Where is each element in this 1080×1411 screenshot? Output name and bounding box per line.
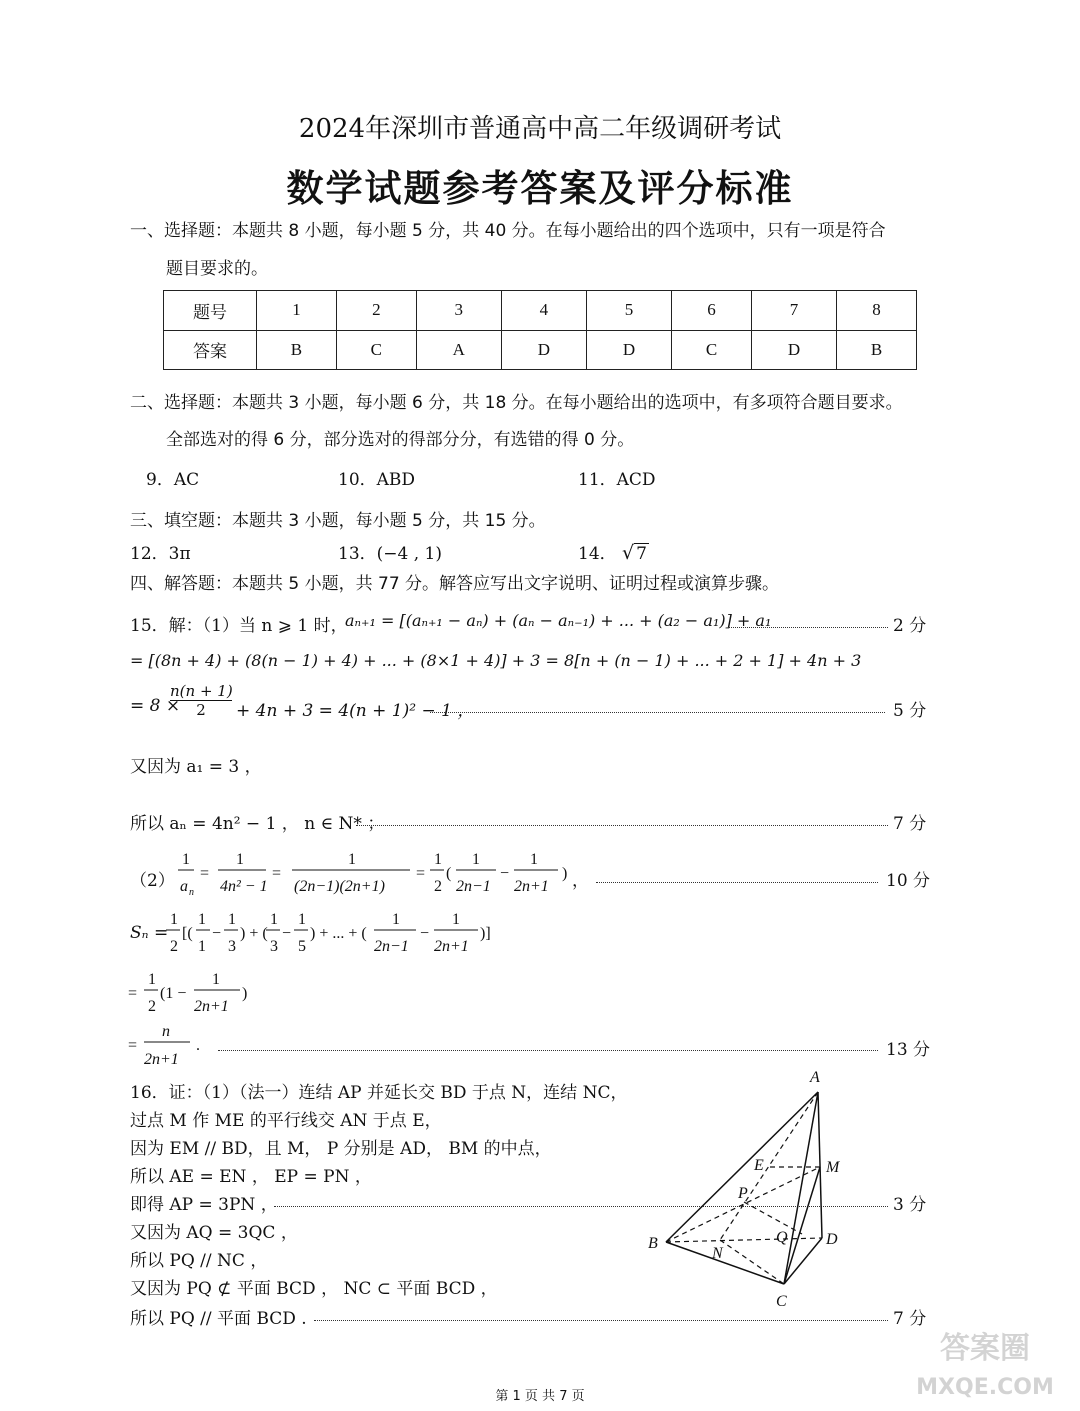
q15-line3-b: + 4n + 3 = 4(n + 1)² − 1 ， [236, 701, 475, 721]
svg-text:n: n [189, 887, 194, 898]
table-row-answers [164, 330, 917, 370]
document-title: 数学试题参考答案及评分标准 [286, 166, 794, 210]
q15-part2-formula [176, 846, 596, 902]
q15-line2: = [(8n + 4) + (8(n − 1) + 4) + ... + (8×1 + 4)] + 3 = 8[n + (n − 1) + ... + 2 + 1] + 4n + 3 [130, 651, 862, 670]
score-label: 10 分 [886, 871, 931, 891]
svg-text:2: 2 [148, 998, 156, 1015]
svg-text:1: 1 [472, 851, 480, 868]
label-B: B [648, 1235, 658, 1252]
q14-radicand: 7 [636, 544, 647, 564]
q15-part2-comma: ， [572, 871, 589, 891]
table-cell: B [257, 330, 337, 370]
table-cell: 2 [336, 291, 416, 331]
q16-line9: 所以 PQ // 平面 BCD . [130, 1309, 307, 1329]
svg-text:1: 1 [236, 851, 244, 868]
svg-text:3: 3 [228, 938, 236, 955]
table-header-cell: 答案 [164, 330, 257, 370]
q16-line4: 所以 AE = EN ， EP = PN ， [130, 1167, 372, 1187]
svg-text:1: 1 [198, 938, 206, 955]
svg-text:2n−1: 2n−1 [456, 878, 491, 895]
svg-text:4n² − 1: 4n² − 1 [220, 878, 268, 895]
sqrt-symbol: √ [622, 542, 635, 564]
q16-line6: 又因为 AQ = 3QC ， [130, 1223, 298, 1243]
dotted-leader [430, 712, 885, 713]
label-A: A [810, 1069, 820, 1086]
svg-text:a: a [180, 878, 188, 895]
q16-line3: 因为 EM // BD，且 M， P 分别是 AD， BM 的中点， [130, 1139, 552, 1159]
svg-text:2n+1: 2n+1 [434, 938, 469, 955]
q16-line8: 又因为 PQ ⊄ 平面 BCD ， NC ⊂ 平面 BCD ， [130, 1279, 498, 1299]
score-label: 3 分 [893, 1195, 927, 1215]
svg-text:1: 1 [298, 911, 306, 928]
score-label: 13 分 [886, 1040, 931, 1060]
table-cell: C [336, 330, 416, 370]
dotted-leader [596, 882, 878, 883]
table-cell: A [416, 330, 501, 370]
table-cell: D [586, 330, 671, 370]
table-row-questions [164, 291, 917, 331]
q16-line1: 16．证：（1）（法一）连结 AP 并延长交 BD 于点 N，连结 NC， [130, 1083, 628, 1103]
label-E: E [754, 1157, 764, 1174]
q15-line4: 又因为 a₁ = 3 ， [130, 757, 262, 777]
score-label: 7 分 [893, 1309, 927, 1329]
dotted-leader [356, 825, 888, 826]
svg-text:1: 1 [530, 851, 538, 868]
watermark-logo [900, 1320, 1070, 1405]
answer-q13: 13．(−4 , 1) [338, 544, 442, 564]
svg-text:.: . [196, 1037, 200, 1054]
sn-result [128, 1024, 218, 1080]
label-M: M [826, 1159, 840, 1176]
svg-text:) + (: ) + ( [240, 925, 268, 942]
table-cell: 6 [672, 291, 752, 331]
sn-step2 [128, 966, 268, 1022]
score-label: 2 分 [893, 616, 927, 636]
svg-text:[(: [( [182, 925, 193, 942]
label-C: C [776, 1293, 787, 1310]
score-label: 5 分 [893, 701, 927, 721]
section2-intro-line2: 全部选对的得 6 分，部分选对的得部分分，有选错的得 0 分。 [166, 430, 635, 450]
table-cell: D [501, 330, 586, 370]
svg-text:=: = [272, 865, 282, 882]
answer-table [163, 290, 917, 370]
svg-text:1: 1 [170, 911, 178, 928]
svg-text:): ) [562, 865, 568, 882]
q16-line2: 过点 M 作 ME 的平行线交 AN 于点 E， [130, 1111, 442, 1131]
svg-text:1: 1 [148, 971, 156, 988]
svg-text:1: 1 [348, 851, 356, 868]
table-cell: D [751, 330, 836, 370]
table-cell: 5 [586, 291, 671, 331]
q15-line3-a: = 8 × [130, 696, 181, 716]
watermark-line1: 答案圈 [940, 1331, 1030, 1366]
table-cell: C [672, 330, 752, 370]
fraction-numerator: n(n + 1) [170, 682, 233, 700]
svg-text:−: − [420, 925, 430, 942]
q15-line1-prefix: 15．解：（1）当 n ⩾ 1 时， [130, 616, 348, 636]
svg-text:(: ( [446, 865, 452, 882]
answer-q14 [578, 539, 649, 564]
dotted-leader [314, 1320, 888, 1321]
svg-text:n: n [162, 1024, 170, 1040]
label-N: N [712, 1245, 723, 1262]
svg-text:1: 1 [228, 911, 236, 928]
label-Q: Q [776, 1229, 788, 1246]
fraction [170, 682, 232, 719]
svg-text:2n−1: 2n−1 [374, 938, 409, 955]
label-D: D [826, 1231, 838, 1248]
dotted-leader [218, 1050, 878, 1051]
section1-intro-line1: 一、选择题：本题共 8 小题，每小题 5 分，共 40 分。在每小题给出的四个选项中，只有一项是符合 [130, 221, 886, 241]
q16-line7: 所以 PQ // NC ， [130, 1251, 268, 1271]
answer-q10: 10．ABD [338, 470, 416, 490]
svg-text:2n+1: 2n+1 [144, 1051, 179, 1068]
svg-text:2n+1: 2n+1 [514, 878, 549, 895]
svg-text:2: 2 [170, 938, 178, 955]
table-cell: B [837, 330, 917, 370]
svg-text:−: − [282, 925, 292, 942]
answer-q11: 11．ACD [578, 470, 656, 490]
svg-text:2n+1: 2n+1 [194, 998, 229, 1015]
q15-part2-label: （2） [130, 871, 175, 891]
q16-line5: 即得 AP = 3PN ， [130, 1195, 278, 1215]
svg-text:−: − [500, 865, 510, 882]
svg-text:3: 3 [270, 938, 278, 955]
tetrahedron-figure [640, 1062, 850, 1312]
sn-formula [166, 906, 506, 962]
score-label: 7 分 [893, 814, 927, 834]
section1-intro-line2: 题目要求的。 [166, 259, 268, 279]
svg-text:) + ... + (: ) + ... + ( [310, 925, 367, 942]
exam-title: 2024年深圳市普通高中高二年级调研考试 [298, 114, 782, 144]
svg-text:=: = [416, 865, 426, 882]
svg-text:)]: )] [480, 925, 491, 942]
svg-text:(2n−1)(2n+1): (2n−1)(2n+1) [294, 878, 385, 895]
svg-text:=: = [200, 865, 210, 882]
table-header-cell: 题号 [164, 291, 257, 331]
svg-text:1: 1 [212, 971, 220, 988]
svg-text:=: = [128, 985, 138, 1002]
svg-text:=: = [128, 1037, 138, 1054]
answer-q12: 12．3π [130, 544, 191, 564]
table-cell: 4 [501, 291, 586, 331]
sn-label: Sₙ = [130, 923, 169, 943]
svg-text:1: 1 [392, 911, 400, 928]
svg-text:2: 2 [434, 878, 442, 895]
svg-text:): ) [242, 985, 248, 1002]
section3-intro: 三、填空题：本题共 3 小题，每小题 5 分，共 15 分。 [130, 511, 546, 531]
q15-line1-expr: aₙ₊₁ = [(aₙ₊₁ − aₙ) + (aₙ − aₙ₋₁) + ... + (a₂ − a₁)] + a₁ [345, 611, 772, 630]
svg-text:1: 1 [452, 911, 460, 928]
answer-q9: 9．AC [146, 470, 200, 490]
svg-text:1: 1 [434, 851, 442, 868]
q14-label: 14． [578, 544, 617, 564]
dotted-leader [728, 627, 888, 628]
fraction-denominator: 2 [196, 701, 206, 719]
svg-text:1: 1 [198, 911, 206, 928]
page-number: 第 1 页 共 7 页 [495, 1389, 585, 1404]
svg-text:1: 1 [182, 851, 190, 868]
table-cell: 8 [837, 291, 917, 331]
svg-text:5: 5 [298, 938, 306, 955]
table-cell: 1 [257, 291, 337, 331]
label-P: P [738, 1185, 748, 1202]
watermark-line2: MXQE.COM [916, 1375, 1054, 1400]
section2-intro-line1: 二、选择题：本题共 3 小题，每小题 6 分，共 18 分。在每小题给出的选项中，有多项符合题目要求。 [130, 393, 903, 413]
svg-text:(1 −: (1 − [160, 985, 187, 1002]
q15-line5: 所以 aₙ = 4n² − 1 ， n ∈ N* ； [130, 814, 385, 834]
section4-intro: 四、解答题：本题共 5 小题，共 77 分。解答应写出文字说明、证明过程或演算步骤。 [130, 574, 780, 594]
table-cell: 7 [751, 291, 836, 331]
table-cell: 3 [416, 291, 501, 331]
svg-text:−: − [212, 925, 222, 942]
svg-text:1: 1 [270, 911, 278, 928]
